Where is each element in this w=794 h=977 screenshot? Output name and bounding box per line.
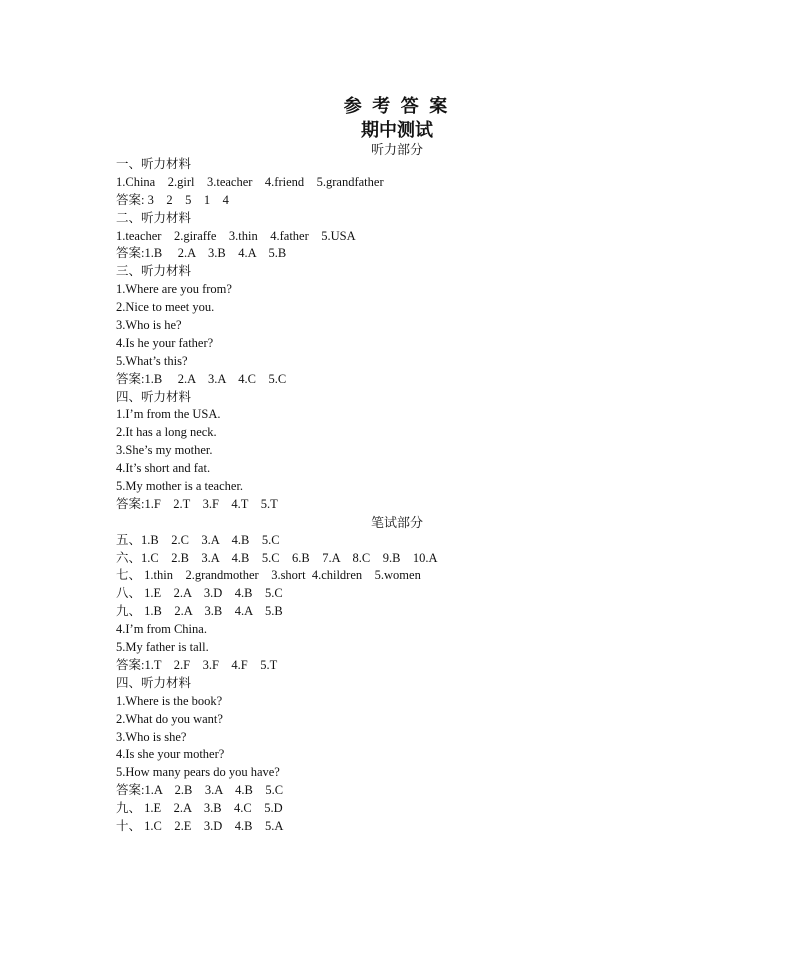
text-line: 4.It’s short and fat. [116,461,211,476]
text-line: 2.It has a long neck. [116,425,217,440]
answer-lines [116,156,716,836]
text-line: 九、 1.B 2.A 3.B 4.A 5.B [116,604,283,619]
text-line: 答案:1.T 2.F 3.F 4.F 5.T [116,657,278,672]
text-line: 3.Who is he? [116,318,182,333]
text-line: 八、 1.E 2.A 3.D 4.B 5.C [116,586,283,601]
text-line: 答案: 3 2 5 1 4 [116,192,229,207]
text-line: 1.teacher 2.giraffe 3.thin 4.father 5.USA [116,228,356,243]
text-line: 九、 1.E 2.A 3.B 4.C 5.D [116,801,283,816]
text-line: 1.Where are you from? [116,282,232,297]
text-line: 5.My father is tall. [116,640,209,655]
page-title: 参 考 答 案 [343,96,451,116]
text-line: 3.She’s my mother. [116,443,213,458]
text-line: 答案:1.F 2.T 3.F 4.T 5.T [116,496,278,511]
text-line: 2.Nice to meet you. [116,300,215,315]
text-line: 答案:1.B 2.A 3.A 4.C 5.C [116,371,287,386]
text-line: 5.What’s this? [116,353,188,368]
text-line: 二、听力材料 [116,210,192,225]
text-line: 3.Who is she? [116,729,187,744]
text-line: 1.Where is the book? [116,693,223,708]
text-line: 4.Is he your father? [116,335,214,350]
text-line: 1.I’m from the USA. [116,407,221,422]
text-line: 七、 1.thin 2.grandmother 3.short 4.children 5.women [116,568,421,583]
text-line: 十、 1.C 2.E 3.D 4.B 5.A [116,818,284,833]
text-line: 答案:1.A 2.B 3.A 4.B 5.C [116,783,284,798]
text-line: 4.Is she your mother? [116,747,225,762]
text-line: 五、1.B 2.C 3.A 4.B 5.C [116,532,280,547]
text-line: 一、听力材料 [116,157,192,171]
text-line: 1.China 2.girl 3.teacher 4.friend 5.grandfather [116,174,384,189]
text-line: 六、1.C 2.B 3.A 4.B 5.C 6.B 7.A 8.C 9.B 10.A [116,550,438,565]
text-line: 三、听力材料 [116,264,192,279]
section-heading-written: 笔试部分 [370,515,423,530]
text-line: 四、听力材料 [116,389,192,404]
text-line: 4.I’m from China. [116,622,207,637]
text-line: 四、听力材料 [116,675,192,690]
text-line: 5.How many pears do you have? [116,765,280,780]
text-line: 2.What do you want? [116,711,223,726]
text-line: 答案:1.B 2.A 3.B 4.A 5.B [116,246,287,261]
text-line: 5.My mother is a teacher. [116,479,244,494]
page-subtitle: 期中测试 [361,120,433,140]
section-heading-listening: 听力部分 [370,142,423,157]
